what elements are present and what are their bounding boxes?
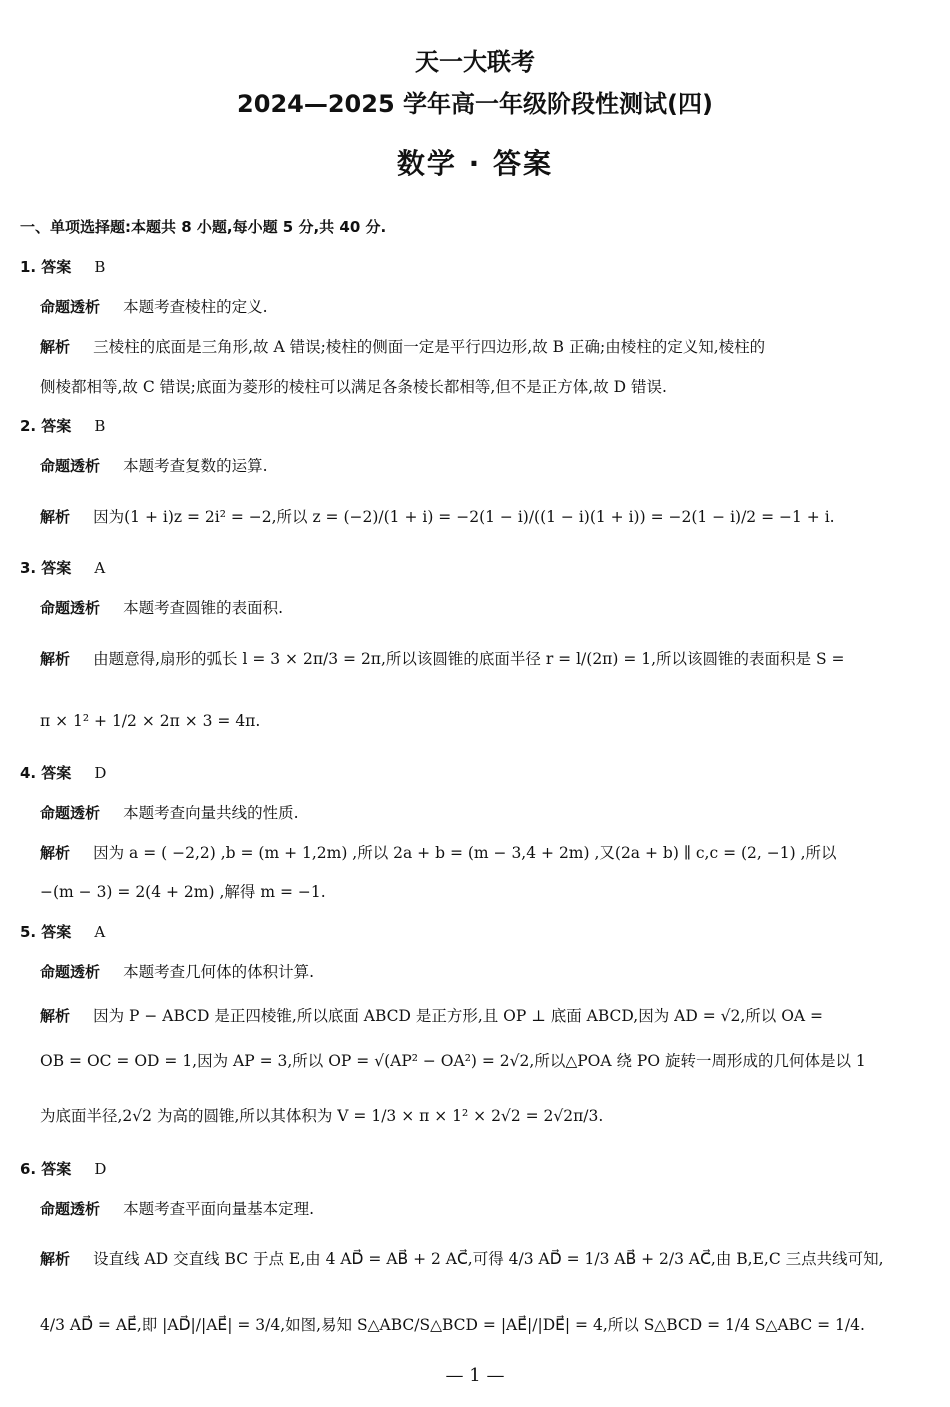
intent-label: 命题透析	[40, 298, 101, 316]
q3-analysis-line-1	[40, 648, 845, 670]
q3-intent-line	[40, 597, 283, 619]
q2-analysis-1: 因为(1 + i)z = 2i² = −2,所以 z = (−2)/(1 + i) = −2(1 − i)/((1 − i)(1 + i)) = −2(1 − i)/2 = −1 + i.	[93, 508, 835, 526]
q2-answer-line	[20, 415, 105, 437]
intent-label: 命题透析	[40, 804, 101, 822]
analysis-label: 解析	[40, 338, 71, 356]
q2-analysis-line-1	[40, 506, 835, 528]
q1-analysis-1: 三棱柱的底面是三角形,故 A 错误;棱柱的侧面一定是平行四边形,故 B 正确;由棱柱的定义知,棱柱的	[93, 338, 766, 356]
q2-intent: 本题考查复数的运算.	[123, 457, 268, 475]
q3-intent: 本题考查圆锥的表面积.	[123, 599, 284, 617]
subject-title: 数学 · 答案	[396, 147, 554, 180]
q3-analysis-1: 由题意得,扇形的弧长 l = 3 × 2π/3 = 2π,所以该圆锥的底面半径 r = l/(2π) = 1,所以该圆锥的表面积是 S =	[93, 650, 845, 668]
q5-analysis-1: 因为 P − ABCD 是正四棱锥,所以底面 ABCD 是正方形,且 OP ⊥ 底面 ABCD,因为 AD = √2,所以 OA =	[93, 1007, 824, 1025]
q6-intent: 本题考查平面向量基本定理.	[123, 1200, 315, 1218]
q6-analysis-1: 设直线 AD 交直线 BC 于点 E,由 4 AD⃗ = AB⃗ + 2 AC⃗,可得 4/3 AD⃗ = 1/3 AB⃗ + 2/3 AC⃗,由 B,E,C 三点共线可知,	[93, 1250, 884, 1268]
answer-label: 答案	[41, 258, 72, 276]
q1-intent: 本题考查棱柱的定义.	[123, 298, 268, 316]
intent-label: 命题透析	[40, 1200, 101, 1218]
q3-number: 3.	[20, 559, 37, 577]
q2-number: 2.	[20, 417, 37, 435]
q4-analysis-line-1	[40, 842, 837, 864]
q4-answer-line	[20, 762, 106, 784]
answer-label: 答案	[41, 559, 72, 577]
q4-analysis-2: −(m − 3) = 2(4 + 2m) ,解得 m = −1.	[40, 883, 326, 901]
q5-analysis-2: OB = OC = OD = 1,因为 AP = 3,所以 OP = √(AP² − OA²) = 2√2,所以△POA 绕 PO 旋转一周形成的几何体是以 1	[40, 1052, 866, 1070]
q6-analysis-2: 4/3 AD⃗ = AE⃗,即 |AD⃗|/|AE⃗| = 3/4,如图,易知 S△ABC/S△BCD = |AE⃗|/|DE⃗| = 4,所以 S△BCD = 1/4 S△ABC = 1/4.	[40, 1316, 865, 1334]
q6-analysis-line-1	[40, 1248, 884, 1270]
q4-intent: 本题考查向量共线的性质.	[123, 804, 299, 822]
intent-label: 命题透析	[40, 963, 101, 981]
q1-analysis-line-1	[40, 336, 765, 358]
q5-number: 5.	[20, 923, 37, 941]
answer-label: 答案	[41, 923, 72, 941]
q2-intent-line	[40, 455, 268, 477]
analysis-label: 解析	[40, 1007, 71, 1025]
q5-analysis-3: 为底面半径,2√2 为高的圆锥,所以其体积为 V = 1/3 × π × 1² × 2√2 = 2√2π/3.	[40, 1107, 604, 1125]
q4-intent-line	[40, 802, 299, 824]
q6-number: 6.	[20, 1160, 37, 1178]
intent-label: 命题透析	[40, 457, 101, 475]
q4-number: 4.	[20, 764, 37, 782]
analysis-label: 解析	[40, 650, 71, 668]
analysis-label: 解析	[40, 844, 71, 862]
page-number: — 1 —	[445, 1365, 505, 1386]
q3-answer-line	[20, 557, 105, 579]
q3-analysis-2: π × 1² + 1/2 × 2π × 3 = 4π.	[40, 712, 261, 730]
answer-label: 答案	[41, 1160, 72, 1178]
q1-number: 1.	[20, 258, 37, 276]
publisher-title: 天一大联考	[415, 48, 535, 76]
q1-intent-line	[40, 296, 268, 318]
q5-answer-line	[20, 921, 105, 943]
q1-answer: B	[94, 258, 106, 276]
q4-analysis-1: 因为 a = ( −2,2) ,b = (m + 1,2m) ,所以 2a + b = (m − 3,4 + 2m) ,又(2a + b) ∥ c,c = (2, −1) ,所以	[93, 844, 837, 862]
q5-intent-line	[40, 961, 314, 983]
q1-analysis-2: 侧棱都相等,故 C 错误;底面为菱形的棱柱可以满足各条棱长都相等,但不是正方体,故 D 错误.	[40, 378, 667, 396]
q1-answer-line	[20, 256, 105, 278]
intent-label: 命题透析	[40, 599, 101, 617]
q4-answer: D	[94, 764, 107, 782]
q5-analysis-line-1	[40, 1005, 823, 1027]
q6-answer-line	[20, 1158, 106, 1180]
answer-label: 答案	[41, 417, 72, 435]
q6-answer: D	[94, 1160, 107, 1178]
q5-answer: A	[94, 923, 106, 941]
answer-label: 答案	[41, 764, 72, 782]
q2-answer: B	[94, 417, 106, 435]
exam-title: 2024—2025 学年高一年级阶段性测试(四)	[237, 90, 713, 118]
q5-intent: 本题考查几何体的体积计算.	[123, 963, 315, 981]
analysis-label: 解析	[40, 1250, 71, 1268]
q3-answer: A	[94, 559, 106, 577]
analysis-label: 解析	[40, 508, 71, 526]
q6-intent-line	[40, 1198, 314, 1220]
section-heading: 一、单项选择题:本题共 8 小题,每小题 5 分,共 40 分.	[20, 218, 387, 236]
